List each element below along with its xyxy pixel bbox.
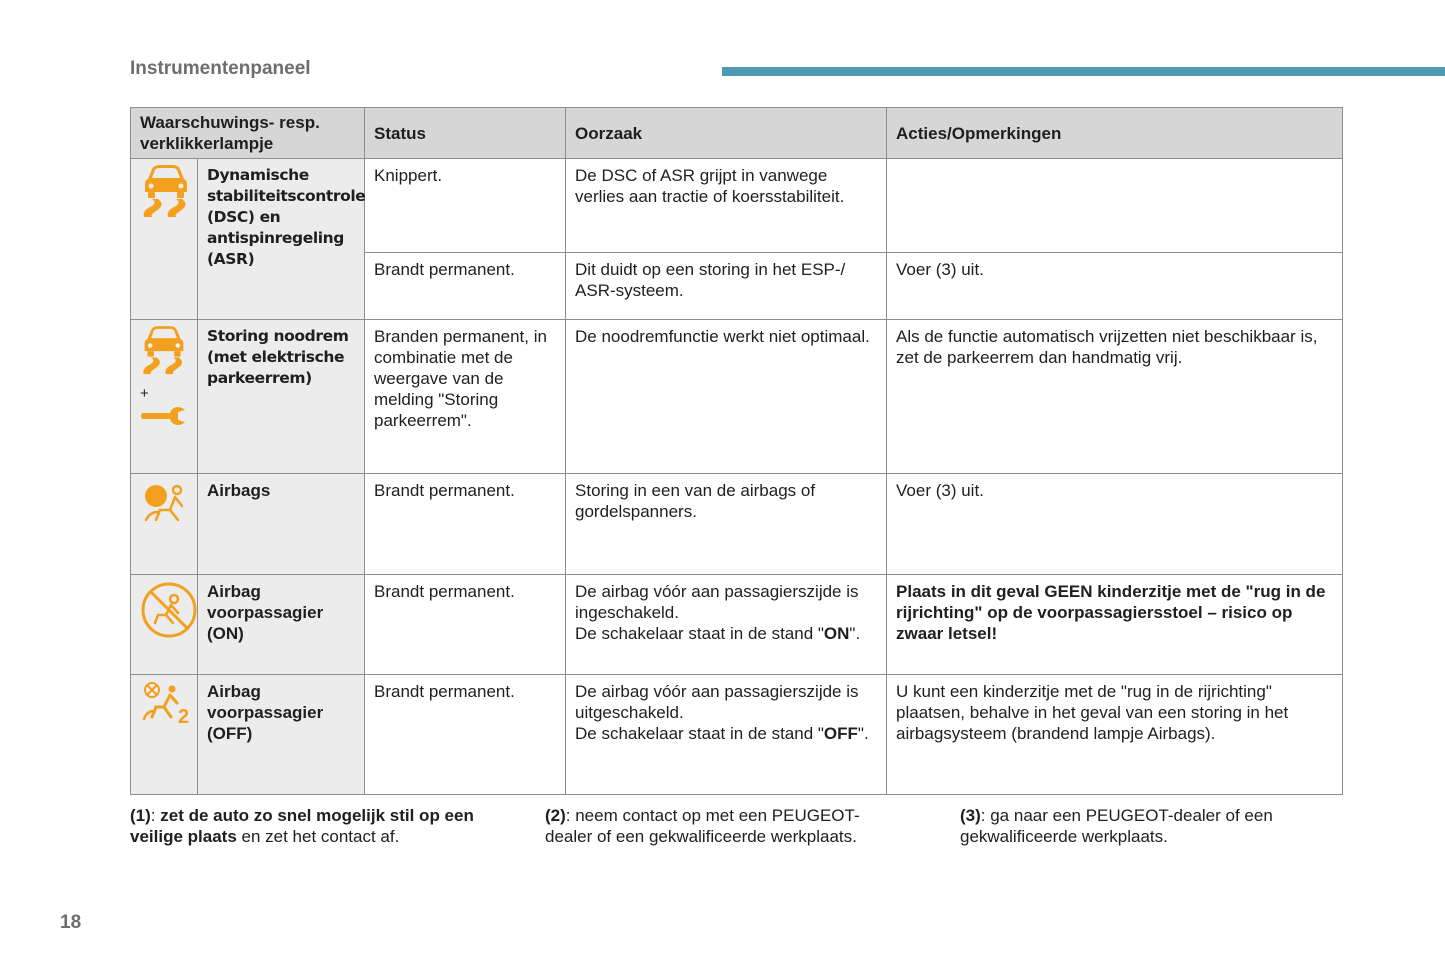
lamp-icon-cell <box>131 320 198 474</box>
header-actions: Acties/Opmerkingen <box>887 108 1343 159</box>
status-cell: Brandt permanent. <box>365 675 566 795</box>
cause-cell: De DSC of ASR grijpt in vanwege verlies aan tractie of koersstabiliteit. <box>566 159 887 253</box>
footnote-text: : neem contact op met een PEUGEOT-dealer of een gekwalificeerde werkplaats. <box>545 806 860 846</box>
cause-cell: Storing in een van de airbags of gordelspanners. <box>566 474 887 575</box>
lamp-name: Airbag voorpassagier (OFF) <box>198 675 365 795</box>
header-bar <box>722 67 1445 76</box>
header-lamp: Waarschuwings- resp. verklikkerlampje <box>131 108 365 159</box>
table-row <box>131 159 1343 253</box>
plus-sign: + <box>140 385 149 402</box>
section-title: Instrumentenpaneel <box>130 58 311 79</box>
skid-car-icon <box>140 326 188 383</box>
footnote-text: : ga naar een PEUGEOT-dealer of een gekwalificeerde werkplaats. <box>960 806 1273 846</box>
airbag-off-icon <box>140 681 192 730</box>
status-cell: Brandt permanent. <box>365 575 566 675</box>
wrench-icon <box>140 405 186 432</box>
cause-line: De schakelaar staat in de stand " <box>575 624 824 643</box>
cause-line-end: ". <box>849 624 861 643</box>
lamp-name: Airbags <box>198 474 365 575</box>
cause-cell <box>566 575 887 675</box>
skid-car-icon <box>140 165 192 226</box>
footnotes <box>130 805 1342 855</box>
status-cell: Brandt permanent. <box>365 474 566 575</box>
footnote-3 <box>960 805 1305 847</box>
page-number: 18 <box>60 912 82 933</box>
switch-state: OFF <box>823 724 858 743</box>
cause-line: De airbag vóór aan passagierszijde is ingeschakeld. <box>575 582 859 622</box>
status-cell: Branden permanent, in combinatie met de weergave van de melding "Storing parkeerrem". <box>365 320 566 474</box>
action-cell: Voer (3) uit. <box>887 253 1343 320</box>
lamp-icon-cell <box>131 474 198 575</box>
footnote-bold-text: zet de auto zo snel mogelijk stil op een veilige plaats <box>130 806 474 846</box>
action-cell: Als de functie automatisch vrijzetten niet beschikbaar is, zet de parkeerrem dan handmatig vrij. <box>887 320 1343 474</box>
footnote-marker: (3) <box>960 806 981 825</box>
cause-cell: Dit duidt op een storing in het ESP-/ ASR-systeem. <box>566 253 887 320</box>
table-row <box>131 320 1343 474</box>
svg-text:2: 2 <box>178 706 190 725</box>
action-cell: Voer (3) uit. <box>887 474 1343 575</box>
header-cause: Oorzaak <box>566 108 887 159</box>
table-row <box>131 575 1343 675</box>
airbag-on-icon <box>140 581 198 644</box>
action-cell: U kunt een kinderzitje met de "rug in de rijrichting" plaatsen, behalve in het geval van een storing in het airbagsysteem (brandend lampje Airbags). <box>887 675 1343 795</box>
header-status: Status <box>365 108 566 159</box>
footnote-2 <box>545 805 890 847</box>
footnote-text: en zet het contact af. <box>236 827 400 846</box>
cause-line: De airbag vóór aan passagierszijde is uitgeschakeld. <box>575 682 859 722</box>
status-cell: Knippert. <box>365 159 566 253</box>
table-row <box>131 675 1343 795</box>
cause-cell <box>566 675 887 795</box>
switch-state: ON <box>823 624 850 643</box>
lamp-name: Dynamische stabiliteitscontrole (DSC) en antispinregeling (ASR) <box>198 159 365 320</box>
airbag-icon <box>140 480 186 531</box>
lamp-name: Storing noodrem (met elektrische parkeerrem) <box>198 320 365 474</box>
action-cell: Plaats in dit geval GEEN kinderzitje met de "rug in de rijrichting" op de voorpassagiersstoel – risico op zwaar letsel! <box>887 575 1343 675</box>
action-cell <box>887 159 1343 253</box>
footnote-marker: (2) <box>545 806 566 825</box>
table-row <box>131 474 1343 575</box>
cause-cell: De noodremfunctie werkt niet optimaal. <box>566 320 887 474</box>
cause-line-end: ". <box>857 724 869 743</box>
cause-line: De schakelaar staat in de stand " <box>575 724 824 743</box>
lamp-name: Airbag voorpassagier (ON) <box>198 575 365 675</box>
lamp-icon-cell <box>131 575 198 675</box>
status-cell: Brandt permanent. <box>365 253 566 320</box>
lamp-icon-cell <box>131 159 198 320</box>
lamp-icon-cell <box>131 675 198 795</box>
footnote-marker: (1) <box>130 806 151 825</box>
warning-lamps-table <box>130 107 1343 795</box>
footnote-1: (1): zet de auto zo snel mogelijk stil op een veilige plaats en zet het contact af. <box>130 806 474 846</box>
